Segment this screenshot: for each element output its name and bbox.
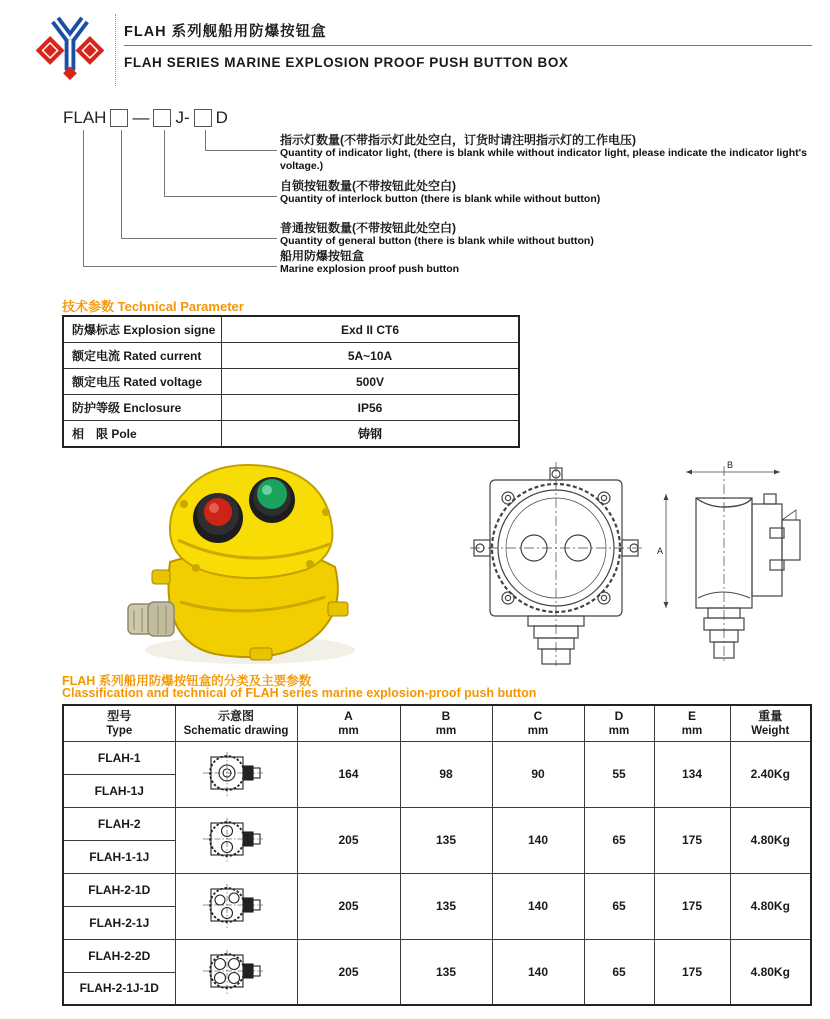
dim-e-cell: 175 [654,939,730,1005]
annotation-zh: 普通按钮数量(不带按钮此处空白) [280,221,456,235]
dim-b-cell: 135 [400,873,492,939]
table-row [63,343,519,369]
indicator-code: D [215,108,228,127]
dim-b-cell: 98 [400,741,492,807]
column-header-a: A mm [297,705,400,741]
front-view-drawing [466,458,648,670]
annotation-zh: 自锁按钮数量(不带按钮此处空白) [280,179,456,193]
table-row [63,316,519,343]
dim-e-cell: 134 [654,741,730,807]
page-title-en: FLAH SERIES MARINE EXPLOSION PROOF PUSH BUTTON BOX [124,55,569,70]
interlock-qty-box [153,109,171,127]
tech-parameter-table [62,315,520,448]
param-value: IP56 [222,395,520,421]
schematic-cell [175,939,297,1005]
model-designation [62,108,229,128]
dim-a-cell: 205 [297,873,400,939]
company-logo-icon [36,12,104,86]
model-type-cell: FLAH-2-1J [63,906,175,939]
param-label: 防护等级 Enclosure [63,395,222,421]
annotation-general-button [280,221,814,248]
column-header-type: 型号 Type [63,705,175,741]
param-value: 铸钢 [222,421,520,448]
schematic-drawing-2-buttons [201,816,271,864]
dim-c-cell: 90 [492,741,584,807]
schematic-cell [175,741,297,807]
page-title-zh: FLAH 系列舰船用防爆按钮盒 [124,24,327,40]
weight-cell: 4.80Kg [730,939,811,1005]
column-header-weight: 重量 Weight [730,705,811,741]
model-type-cell: FLAH-2-2D [63,939,175,972]
table-row [63,741,811,774]
schematic-drawing-1-button [201,750,271,798]
classification-table [62,704,812,1006]
indicator-qty-box [194,109,212,127]
model-type-cell: FLAH-1J [63,774,175,807]
annotation-en: Marine explosion proof push button [280,263,460,275]
model-type-cell: FLAH-1 [63,741,175,774]
annotation-zh: 指示灯数量(不带指示灯此处空白，订货时请注明指示灯的工作电压) [280,133,636,147]
dim-d-cell: 65 [584,939,654,1005]
schematic-cell [175,807,297,873]
dim-c-cell: 140 [492,807,584,873]
weight-cell: 4.80Kg [730,873,811,939]
column-header-b: B mm [400,705,492,741]
model-type-cell: FLAH-2 [63,807,175,840]
table-row [63,873,811,906]
product-photo [100,452,395,674]
dim-c-cell: 140 [492,873,584,939]
classification-title-en: Classification and technical of FLAH series marine explosion-proof push button [62,686,537,700]
schematic-drawing-3-buttons [201,882,271,930]
model-type-cell: FLAH-1-1J [63,840,175,873]
dimension-label-b: B [726,460,734,470]
table-row [63,421,519,448]
title-rule [124,45,812,46]
dim-d-cell: 65 [584,873,654,939]
model-prefix: FLAH [63,108,107,127]
annotation-en: Quantity of general button (there is blank while without button) [280,235,594,247]
annotation-marine-box [280,249,814,276]
annotation-interlock-button [280,179,814,206]
annotation-zh: 船用防爆按钮盒 [280,249,365,263]
model-separator: — [132,108,150,127]
table-row [63,369,519,395]
column-header-c: C mm [492,705,584,741]
table-row [63,395,519,421]
schematic-cell [175,873,297,939]
param-value: Exd II CT6 [222,316,520,343]
tech-parameter-title: 技术参数 Technical Parameter [62,299,244,314]
dim-e-cell: 175 [654,873,730,939]
table-row [63,939,811,972]
annotation-en: Quantity of interlock button (there is blank while without button) [280,193,601,205]
dim-d-cell: 65 [584,807,654,873]
annotation-indicator-light [280,133,814,173]
leader-line-marine [83,130,277,267]
column-header-d: D mm [584,705,654,741]
column-header-schematic: 示意图 Schematic drawing [175,705,297,741]
model-type-cell: FLAH-2-1D [63,873,175,906]
dim-b-cell: 135 [400,807,492,873]
param-label: 额定电压 Rated voltage [63,369,222,395]
interlock-code: J- [175,108,190,127]
classification-title-zh: FLAH 系列船用防爆按钮盒的分类及主要参数 [62,674,312,688]
dim-a-cell: 164 [297,741,400,807]
general-button-qty-box [110,109,128,127]
weight-cell: 2.40Kg [730,741,811,807]
annotation-en: Quantity of indicator light, (there is blank while without indicator light, please indicate the indicator light's voltage.) [280,147,807,172]
param-value: 5A~10A [222,343,520,369]
side-view-drawing [652,458,814,666]
table-row [63,807,811,840]
schematic-drawing-4-buttons [201,948,271,996]
model-type-cell: FLAH-2-1J-1D [63,972,175,1005]
param-label: 防爆标志 Explosion signe [63,316,222,343]
dim-c-cell: 140 [492,939,584,1005]
param-label: 相 限 Pole [63,421,222,448]
dim-d-cell: 55 [584,741,654,807]
dim-b-cell: 135 [400,939,492,1005]
column-header-e: E mm [654,705,730,741]
header-row [63,705,811,741]
header-divider [115,14,116,86]
param-value: 500V [222,369,520,395]
dim-a-cell: 205 [297,939,400,1005]
dim-a-cell: 205 [297,807,400,873]
weight-cell: 4.80Kg [730,807,811,873]
param-label: 额定电流 Rated current [63,343,222,369]
dim-e-cell: 175 [654,807,730,873]
dimension-label-a: A [656,546,664,556]
